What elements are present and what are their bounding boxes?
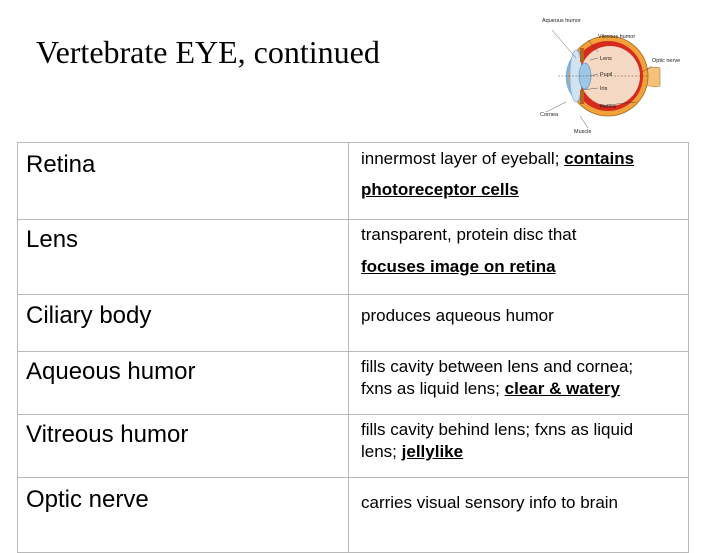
eye-diagram xyxy=(538,12,698,136)
definition-cell xyxy=(349,220,689,295)
label-cornea: Cornea xyxy=(540,112,559,118)
table-row xyxy=(18,352,689,415)
definition-cell xyxy=(349,415,689,478)
page-title: Vertebrate EYE, continued xyxy=(36,34,380,70)
label-lens: Lens xyxy=(600,56,612,62)
definition-line xyxy=(361,415,688,441)
label-muscle: Muscle xyxy=(574,129,592,135)
label-optic: Optic nerve xyxy=(652,58,681,64)
definition-cell xyxy=(349,295,689,352)
definition-text: lens; xyxy=(361,442,402,461)
label-retina: Retina xyxy=(600,104,616,110)
emphasis-text: clear & watery xyxy=(504,379,620,398)
table-row xyxy=(18,220,689,295)
term-cell: Optic nerve xyxy=(18,478,349,553)
table-row xyxy=(18,295,689,352)
term-cell: Lens xyxy=(18,220,349,295)
emphasis-text: photoreceptor cells xyxy=(361,180,519,199)
table-row xyxy=(18,143,689,220)
table-row xyxy=(18,415,689,478)
definition-text: fills cavity between lens and cornea; xyxy=(361,357,634,376)
definition-cell xyxy=(349,143,689,220)
definition-line xyxy=(361,378,688,400)
definition-line xyxy=(361,170,688,201)
label-iris: Iris xyxy=(600,86,608,92)
definition-text: carries visual sensory info to brain xyxy=(361,493,619,512)
emphasis-text: jellylike xyxy=(401,442,464,461)
table-row xyxy=(18,478,689,553)
definition-cell xyxy=(349,352,689,415)
definition-line xyxy=(361,246,688,278)
term-cell: Vitreous humor xyxy=(18,415,349,478)
label-aqueous: Aqueous humor xyxy=(542,18,581,24)
term-cell: Aqueous humor xyxy=(18,352,349,415)
emphasis-text: contains xyxy=(564,149,635,168)
definition-text: produces aqueous humor xyxy=(361,306,554,325)
definition-line xyxy=(361,352,688,378)
label-pupil: Pupil xyxy=(600,72,613,78)
definition-line xyxy=(361,478,688,514)
definition-text: fills cavity behind lens; fxns as liquid xyxy=(361,420,634,439)
emphasis-text: focuses image on retina xyxy=(361,257,556,276)
definition-text: fxns as liquid lens; xyxy=(361,379,505,398)
label-vitreous: Vitreous humor xyxy=(598,34,636,40)
terms-table xyxy=(17,142,689,553)
definition-line xyxy=(361,441,688,463)
term-cell: Retina xyxy=(18,143,349,220)
definition-line xyxy=(361,295,688,327)
definition-line xyxy=(361,220,688,246)
definition-text: innermost layer of eyeball; xyxy=(361,149,565,168)
definition-cell xyxy=(349,478,689,553)
term-cell: Ciliary body xyxy=(18,295,349,352)
definition-text: transparent, protein disc that xyxy=(361,225,577,244)
definition-line xyxy=(361,143,688,170)
